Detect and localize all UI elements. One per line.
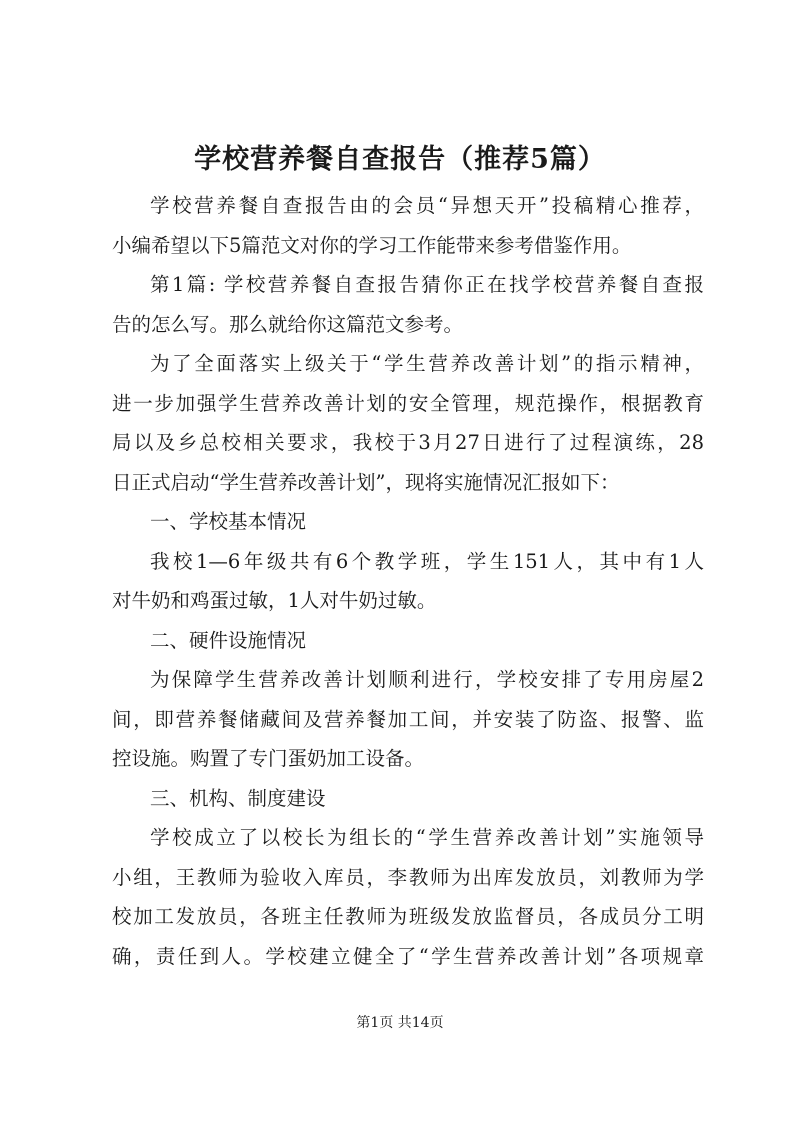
page-footer: 第1页 共14页 [356, 1015, 444, 1031]
text-line: 局以及乡总校相关要求，我校于3月27日进行了过程演练，28 [112, 431, 704, 454]
text-line: 校加工发放员，各班主任教师为班级发放监督员，各成员分工明 [112, 905, 704, 928]
document-title: 学校营养餐自查报告（推荐5篇） [194, 144, 606, 175]
text-line: 对牛奶和鸡蛋过敏，1人对牛奶过敏。 [112, 589, 437, 612]
text-line: 小组，王教师为验收入库员，李教师为出库发放员，刘教师为学 [112, 865, 704, 889]
text-line: 为了全面落实上级关于“学生营养改善计划”的指示精神， [150, 352, 704, 375]
text-line: 日正式启动“学生营养改善计划”，现将实施情况汇报如下： [112, 470, 620, 494]
text-line: 控设施。购置了专门蛋奶加工设备。 [112, 747, 425, 770]
text-line: 学校成立了以校长为组长的“学生营养改善计划”实施领导 [150, 826, 704, 849]
document-body [112, 186, 704, 976]
text-line: 第1篇: 学校营养餐自查报告猜你正在找学校营养餐自查报 [150, 273, 704, 296]
section-heading: 一、学校基本情况 [150, 510, 307, 533]
section-heading: 二、硬件设施情况 [150, 628, 307, 652]
text-line: 我校1—6年级共有6个教学班，学生151人，其中有1人 [150, 549, 704, 573]
text-line: 确，责任到人。学校建立健全了“学生营养改善计划”各项规章 [112, 944, 704, 968]
text-line: 小编希望以下5篇范文对你的学习工作能带来参考借鉴作用。 [112, 233, 632, 257]
section-heading: 三、机构、制度建设 [150, 786, 326, 810]
text-line: 告的怎么写。那么就给你这篇范文参考。 [112, 312, 464, 336]
text-line: 学校营养餐自查报告由的会员“异想天开”投稿精心推荐， [150, 194, 704, 217]
text-line: 间，即营养餐储藏间及营养餐加工间，并安装了防盗、报警、监 [112, 707, 704, 731]
text-line: 为保障学生营养改善计划顺利进行，学校安排了专用房屋2 [150, 668, 704, 691]
text-line: 进一步加强学生营养改善计划的安全管理，规范操作，根据教育 [112, 391, 704, 415]
